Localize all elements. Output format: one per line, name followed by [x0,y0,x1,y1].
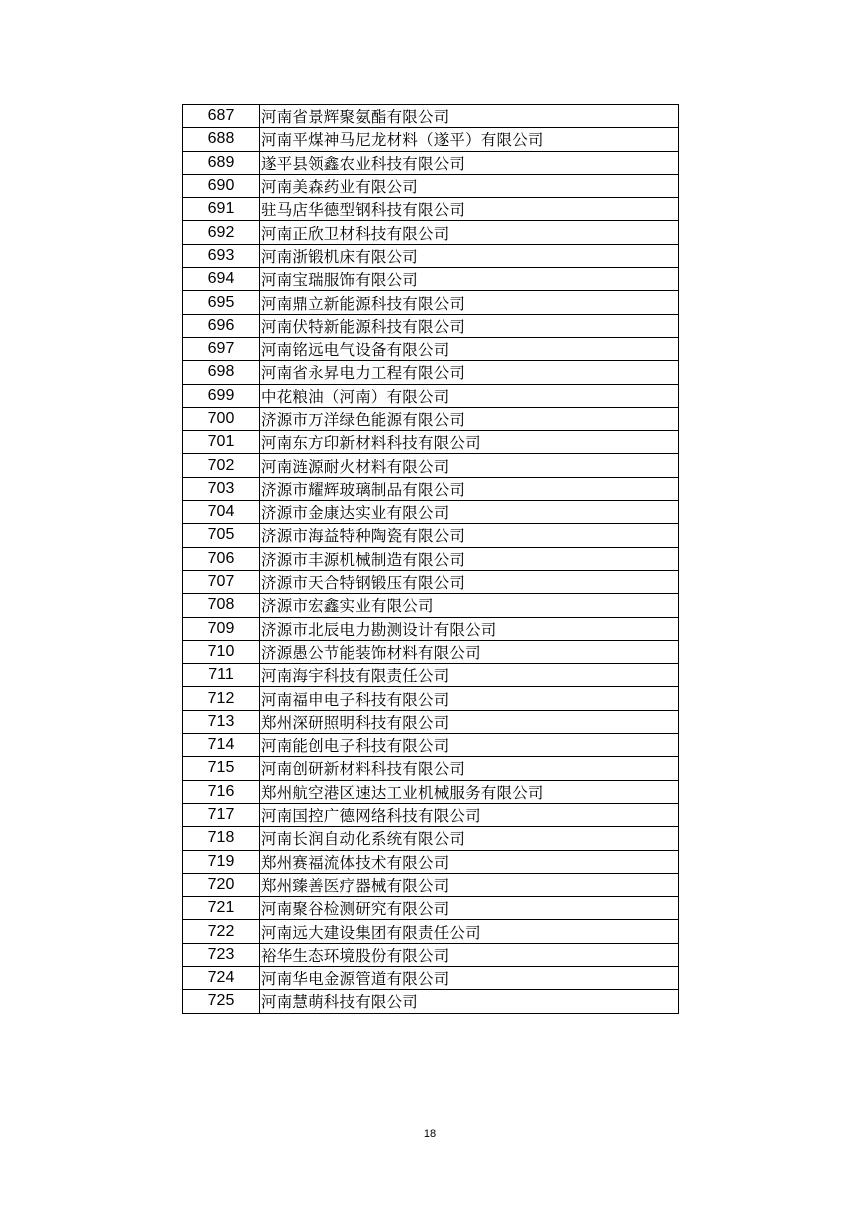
row-number-cell: 714 [183,734,260,757]
table-row [183,501,679,524]
company-name-cell: 驻马店华德型钢科技有限公司 [260,198,679,221]
row-number-cell: 716 [183,780,260,803]
table-row [183,920,679,943]
table-row [183,803,679,826]
table-row [183,291,679,314]
company-name-cell: 遂平县领鑫农业科技有限公司 [260,151,679,174]
table-row [183,780,679,803]
company-name-cell: 济源市金康达实业有限公司 [260,501,679,524]
company-name-cell: 河南华电金源管道有限公司 [260,966,679,989]
company-name-cell: 郑州臻善医疗器械有限公司 [260,873,679,896]
table-row [183,827,679,850]
company-name-cell: 河南宝瑞服饰有限公司 [260,268,679,291]
company-name-cell: 河南省景辉聚氨酯有限公司 [260,105,679,128]
company-name-cell: 济源市宏鑫实业有限公司 [260,594,679,617]
company-name-cell: 河南长润自动化系统有限公司 [260,827,679,850]
row-number-cell: 703 [183,477,260,500]
table-row [183,431,679,454]
row-number-cell: 700 [183,407,260,430]
table-row [183,873,679,896]
company-name-cell: 郑州赛福流体技术有限公司 [260,850,679,873]
company-name-cell: 济源市北辰电力勘测设计有限公司 [260,617,679,640]
table-row [183,710,679,733]
company-name-cell: 河南远大建设集团有限责任公司 [260,920,679,943]
row-number-cell: 715 [183,757,260,780]
company-list-body [183,105,679,1014]
row-number-cell: 701 [183,431,260,454]
company-name-cell: 济源市丰源机械制造有限公司 [260,547,679,570]
row-number-cell: 690 [183,174,260,197]
table-row [183,477,679,500]
company-name-cell: 济源市天合特钢锻压有限公司 [260,570,679,593]
row-number-cell: 704 [183,501,260,524]
row-number-cell: 693 [183,244,260,267]
table-row [183,757,679,780]
row-number-cell: 688 [183,128,260,151]
row-number-cell: 720 [183,873,260,896]
company-list-table [182,104,679,1014]
row-number-cell: 702 [183,454,260,477]
company-name-cell: 济源愚公节能装饰材料有限公司 [260,640,679,663]
row-number-cell: 695 [183,291,260,314]
row-number-cell: 691 [183,198,260,221]
row-number-cell: 725 [183,990,260,1013]
company-name-cell: 河南能创电子科技有限公司 [260,734,679,757]
table-row [183,128,679,151]
row-number-cell: 699 [183,384,260,407]
row-number-cell: 721 [183,897,260,920]
row-number-cell: 717 [183,803,260,826]
table-row [183,990,679,1013]
row-number-cell: 707 [183,570,260,593]
row-number-cell: 722 [183,920,260,943]
table-row [183,687,679,710]
company-name-cell: 河南聚谷检测研究有限公司 [260,897,679,920]
table-row [183,174,679,197]
company-name-cell: 河南平煤神马尼龙材料（遂平）有限公司 [260,128,679,151]
row-number-cell: 706 [183,547,260,570]
table-row [183,337,679,360]
row-number-cell: 705 [183,524,260,547]
company-name-cell: 河南正欣卫材科技有限公司 [260,221,679,244]
row-number-cell: 696 [183,314,260,337]
company-name-cell: 郑州航空港区速达工业机械服务有限公司 [260,780,679,803]
company-name-cell: 河南鼎立新能源科技有限公司 [260,291,679,314]
table-row [183,244,679,267]
table-row [183,314,679,337]
company-name-cell: 河南伏特新能源科技有限公司 [260,314,679,337]
table-row [183,734,679,757]
table-row [183,943,679,966]
table-row [183,966,679,989]
table-row [183,664,679,687]
row-number-cell: 694 [183,268,260,291]
company-name-cell: 中花粮油（河南）有限公司 [260,384,679,407]
company-name-cell: 河南涟源耐火材料有限公司 [260,454,679,477]
row-number-cell: 709 [183,617,260,640]
table-row [183,524,679,547]
table-row [183,570,679,593]
table-row [183,547,679,570]
table-row [183,105,679,128]
company-name-cell: 河南国控广德网络科技有限公司 [260,803,679,826]
row-number-cell: 698 [183,361,260,384]
table-row [183,640,679,663]
company-name-cell: 郑州深研照明科技有限公司 [260,710,679,733]
row-number-cell: 712 [183,687,260,710]
row-number-cell: 724 [183,966,260,989]
company-name-cell: 河南东方印新材料科技有限公司 [260,431,679,454]
company-name-cell: 河南铭远电气设备有限公司 [260,337,679,360]
company-name-cell: 裕华生态环境股份有限公司 [260,943,679,966]
table-row [183,361,679,384]
company-name-cell: 河南创研新材料科技有限公司 [260,757,679,780]
row-number-cell: 723 [183,943,260,966]
row-number-cell: 708 [183,594,260,617]
table-row [183,268,679,291]
company-name-cell: 河南省永昇电力工程有限公司 [260,361,679,384]
company-name-cell: 河南海宇科技有限责任公司 [260,664,679,687]
row-number-cell: 689 [183,151,260,174]
company-name-cell: 济源市万洋绿色能源有限公司 [260,407,679,430]
table-row [183,594,679,617]
page-number: 18 [423,1128,437,1140]
table-row [183,850,679,873]
table-row [183,221,679,244]
company-name-cell: 河南浙锻机床有限公司 [260,244,679,267]
table-row [183,198,679,221]
table-row [183,617,679,640]
company-name-cell: 河南慧萌科技有限公司 [260,990,679,1013]
company-name-cell: 河南福申电子科技有限公司 [260,687,679,710]
company-name-cell: 济源市耀辉玻璃制品有限公司 [260,477,679,500]
row-number-cell: 718 [183,827,260,850]
row-number-cell: 719 [183,850,260,873]
table-row [183,384,679,407]
company-name-cell: 河南美森药业有限公司 [260,174,679,197]
table-row [183,407,679,430]
row-number-cell: 713 [183,710,260,733]
table-row [183,897,679,920]
row-number-cell: 710 [183,640,260,663]
table-row [183,454,679,477]
row-number-cell: 687 [183,105,260,128]
row-number-cell: 711 [183,664,260,687]
company-name-cell: 济源市海益特种陶瓷有限公司 [260,524,679,547]
row-number-cell: 697 [183,337,260,360]
row-number-cell: 692 [183,221,260,244]
table-row [183,151,679,174]
